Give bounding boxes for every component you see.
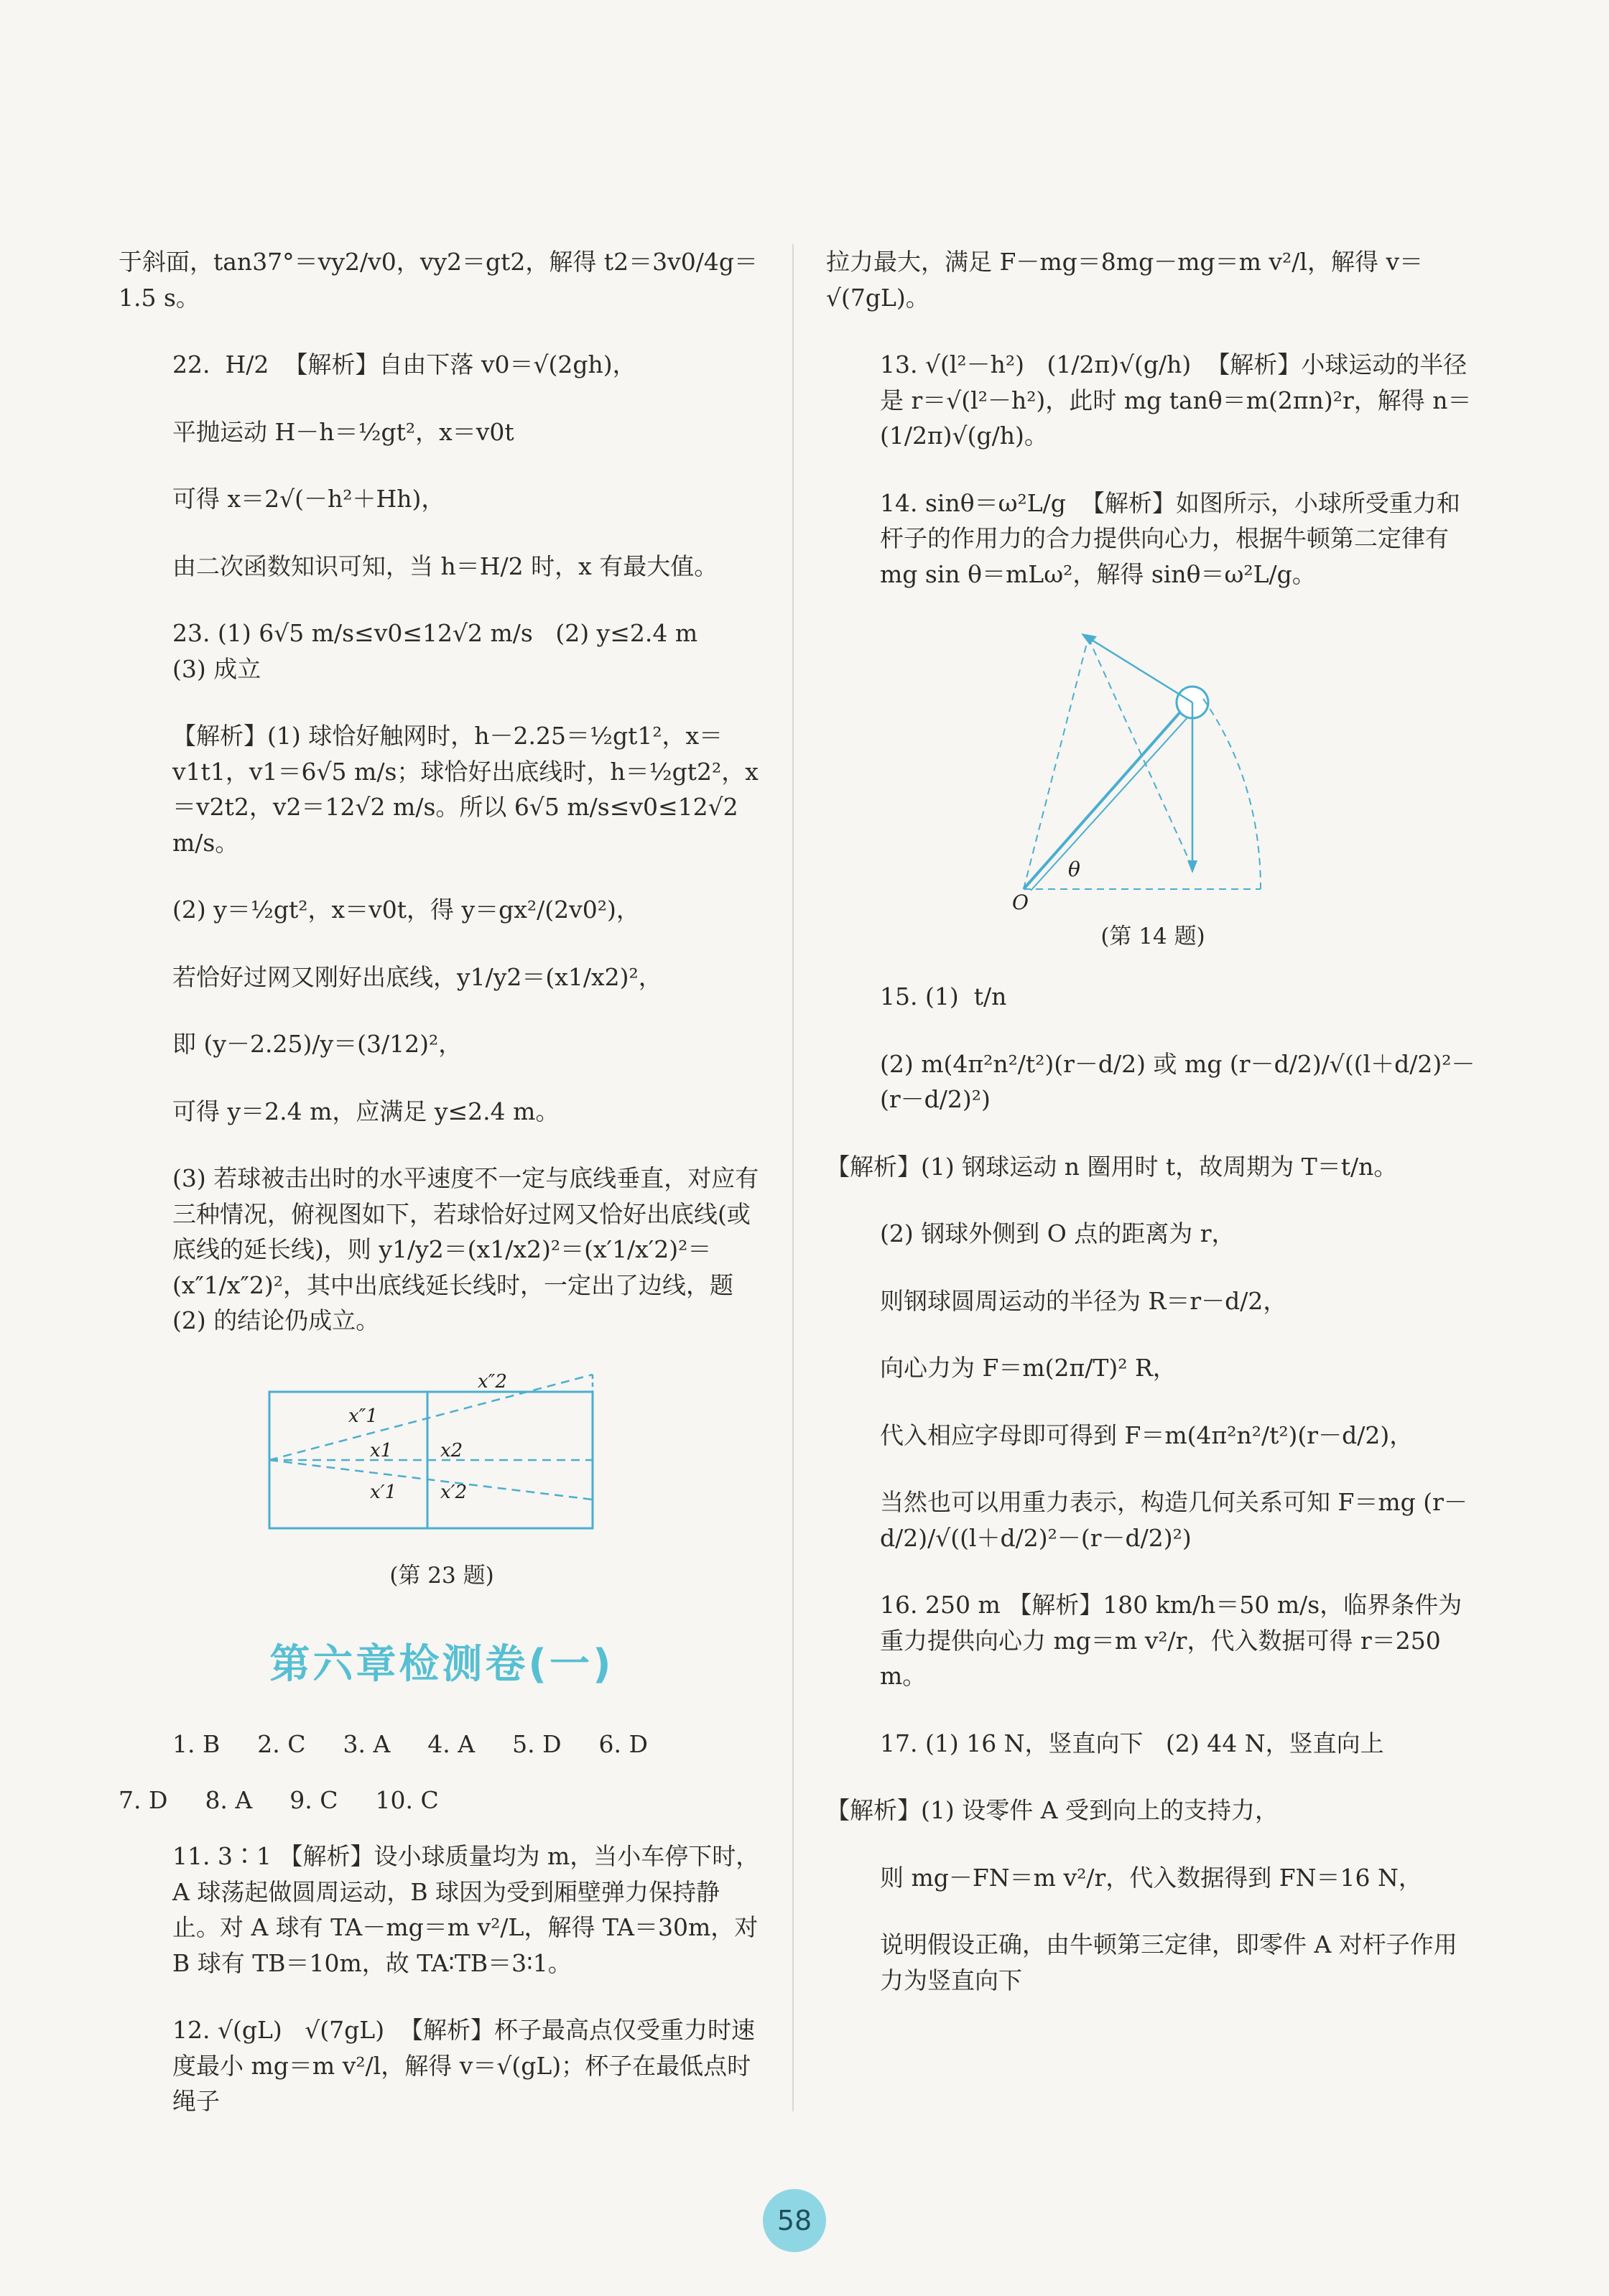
label-x2-double-prime: x″2 bbox=[478, 1370, 507, 1393]
text-line: 【解析】(1) 设零件 A 受到向上的支持力， bbox=[826, 1796, 1279, 1824]
text-line: 代入相应字母即可得到 F＝m(4π²n²/t²)(r－d/2)， bbox=[880, 1421, 1414, 1449]
figure-23-diagram bbox=[262, 1370, 621, 1550]
text-line: (3) 若球被击出时的水平速度不一定与底线垂直，对应有三种情况，俯视图如下，若球恰好过网又恰好出底线(或底线的延长线)，则 y1/y2＝(x1/x2)²＝(x′1/x′2)²＝(x″1/x″2)²，其中出底线延长线时，一定出了边线，题(2) 的结论仍成立。 bbox=[172, 1164, 759, 1334]
question-14: 14. sinθ＝ω²L/g 【解析】如图所示，小球所受重力和杆子的作用力的合力提供向心力，根据牛顿第二定律有 mg sin θ＝mLω²，解得 sinθ＝ω²L/g。 bbox=[880, 488, 1460, 588]
text-line: 【解析】(1) 钢球运动 n 圈用时 t，故周期为 T＝t/n。 bbox=[826, 1152, 1398, 1181]
label-x2: x2 bbox=[440, 1439, 463, 1461]
label-x1: x1 bbox=[370, 1439, 393, 1461]
text-line: 可得 y＝2.4 m，应满足 y≤2.4 m。 bbox=[172, 1097, 560, 1125]
text-line: 于斜面，tan37°＝vy2/v0，vy2＝gt2，解得 t2＝3v0/4g＝1.5 s。 bbox=[119, 248, 759, 312]
text-line: 由二次函数知识可知，当 h＝H/2 时，x 有最大值。 bbox=[172, 552, 718, 580]
question-16: 16. 250 m 【解析】180 km/h＝50 m/s，临界条件为重力提供向心力 mg＝m v²/r，代入数据可得 r＝250 m。 bbox=[880, 1591, 1462, 1690]
text-line: (2) 钢球外侧到 O 点的距离为 r， bbox=[880, 1219, 1235, 1247]
figure-14-diagram bbox=[1002, 623, 1304, 911]
answer-row-2 bbox=[119, 1782, 765, 1820]
answer-row-1 bbox=[172, 1726, 765, 1764]
text-line: 即 (y－2.25)/y＝(3/12)²， bbox=[172, 1030, 463, 1058]
text-line: 则钢球圆周运动的半径为 R＝r－d/2， bbox=[880, 1286, 1287, 1315]
answer-2: 2. C bbox=[257, 1729, 306, 1758]
label-x1-double-prime: x″1 bbox=[348, 1405, 378, 1427]
question-12: 12. √(gL) √(7gL) 【解析】杯子最高点仅受重力时速度最小 mg＝m v²/l，解得 v＝√(gL)；杯子在最低点时绳子 bbox=[172, 2016, 756, 2116]
label-x1-prime: x′1 bbox=[370, 1481, 397, 1503]
text-line: 向心力为 F＝m(2π/T)² R， bbox=[880, 1354, 1177, 1382]
answer-1: 1. B bbox=[172, 1729, 221, 1758]
answer-10: 10. C bbox=[375, 1786, 439, 1815]
question-15: 15. (1) t/n bbox=[880, 982, 1007, 1010]
right-column bbox=[826, 244, 1480, 2030]
answer-6: 6. D bbox=[598, 1729, 648, 1758]
text-line: (2) m(4π²n²/t²)(r－d/2) 或 mg (r－d/2)/√((l＋d/2)²－(r－d/2)²) bbox=[880, 1049, 1475, 1113]
answer-3: 3. A bbox=[343, 1729, 391, 1758]
answer-4: 4. A bbox=[427, 1729, 476, 1758]
answer-8: 8. A bbox=[205, 1786, 253, 1815]
label-o: O bbox=[1012, 891, 1029, 911]
answer-7: 7. D bbox=[119, 1786, 168, 1815]
text-line: 【解析】(1) 球恰好触网时，h－2.25＝½gt1²，x＝v1t1，v1＝6√5 m/s；球恰好出底线时，h＝½gt2²，x＝v2t2，v2＝12√2 m/s。所以 6√5 m/s≤v0≤12√2 m/s。 bbox=[172, 722, 759, 857]
left-column bbox=[119, 244, 765, 2151]
text-line: 若恰好过网又刚好出底线，y1/y2＝(x1/x2)²， bbox=[172, 962, 662, 991]
question-22: 22. H/2 【解析】自由下落 v0＝√(2gh)， bbox=[172, 350, 636, 378]
text-line: 则 mg－FN＝m v²/r，代入数据得到 FN＝16 N， bbox=[880, 1863, 1422, 1892]
label-theta: θ bbox=[1068, 857, 1080, 881]
figure-23-caption: (第 23 题) bbox=[389, 1562, 494, 1589]
figure-14-caption: (第 14 题) bbox=[1100, 924, 1205, 949]
chapter-title: 第六章检测卷(一) bbox=[269, 1640, 614, 1688]
column-divider bbox=[792, 244, 794, 2111]
text-line: (2) y＝½gt²，x＝v0t，得 y＝gx²/(2v0²)， bbox=[172, 896, 640, 924]
answer-5: 5. D bbox=[512, 1729, 562, 1758]
text-line: 拉力最大，满足 F－mg＝8mg－mg＝m v²/l，解得 v＝√(7gL)。 bbox=[826, 248, 1424, 312]
question-23: 23. (1) 6√5 m/s≤v0≤12√2 m/s (2) y≤2.4 m (3) 成立 bbox=[172, 619, 698, 683]
text-line: 当然也可以用重力表示，构造几何关系可知 F＝mg (r－d/2)/√((l＋d/2)²－(r－d/2)²) bbox=[880, 1488, 1467, 1552]
text-line: 说明假设正确，由牛顿第三定律，即零件 A 对杆子作用力为竖直向下 bbox=[880, 1930, 1457, 1994]
label-x2-prime: x′2 bbox=[440, 1481, 468, 1503]
question-13: 13. √(l²－h²) (1/2π)√(g/h) 【解析】小球运动的半径是 r＝√(l²－h²)，此时 mg tanθ＝m(2πn)²r，解得 n＝(1/2π)√(g/h)。 bbox=[880, 350, 1472, 450]
answer-9: 9. C bbox=[289, 1786, 338, 1815]
question-11: 11. 3∶1 【解析】设小球质量均为 m，当小车停下时，A 球荡起做圆周运动，B 球因为受到厢壁弹力保持静止。对 A 球有 TA－mg＝m v²/L，解得 TA＝30m，对 B 球有 TB＝10m，故 TA∶TB＝3∶1。 bbox=[172, 1842, 766, 1977]
question-17: 17. (1) 16 N，竖直向下 (2) 44 N，竖直向上 bbox=[880, 1729, 1384, 1757]
page-number-badge: 58 bbox=[763, 2189, 826, 2252]
text-line: 平抛运动 H－h＝½gt²，x＝v0t bbox=[172, 417, 514, 446]
text-line: 可得 x＝2√(－h²＋Hh)， bbox=[172, 485, 445, 513]
